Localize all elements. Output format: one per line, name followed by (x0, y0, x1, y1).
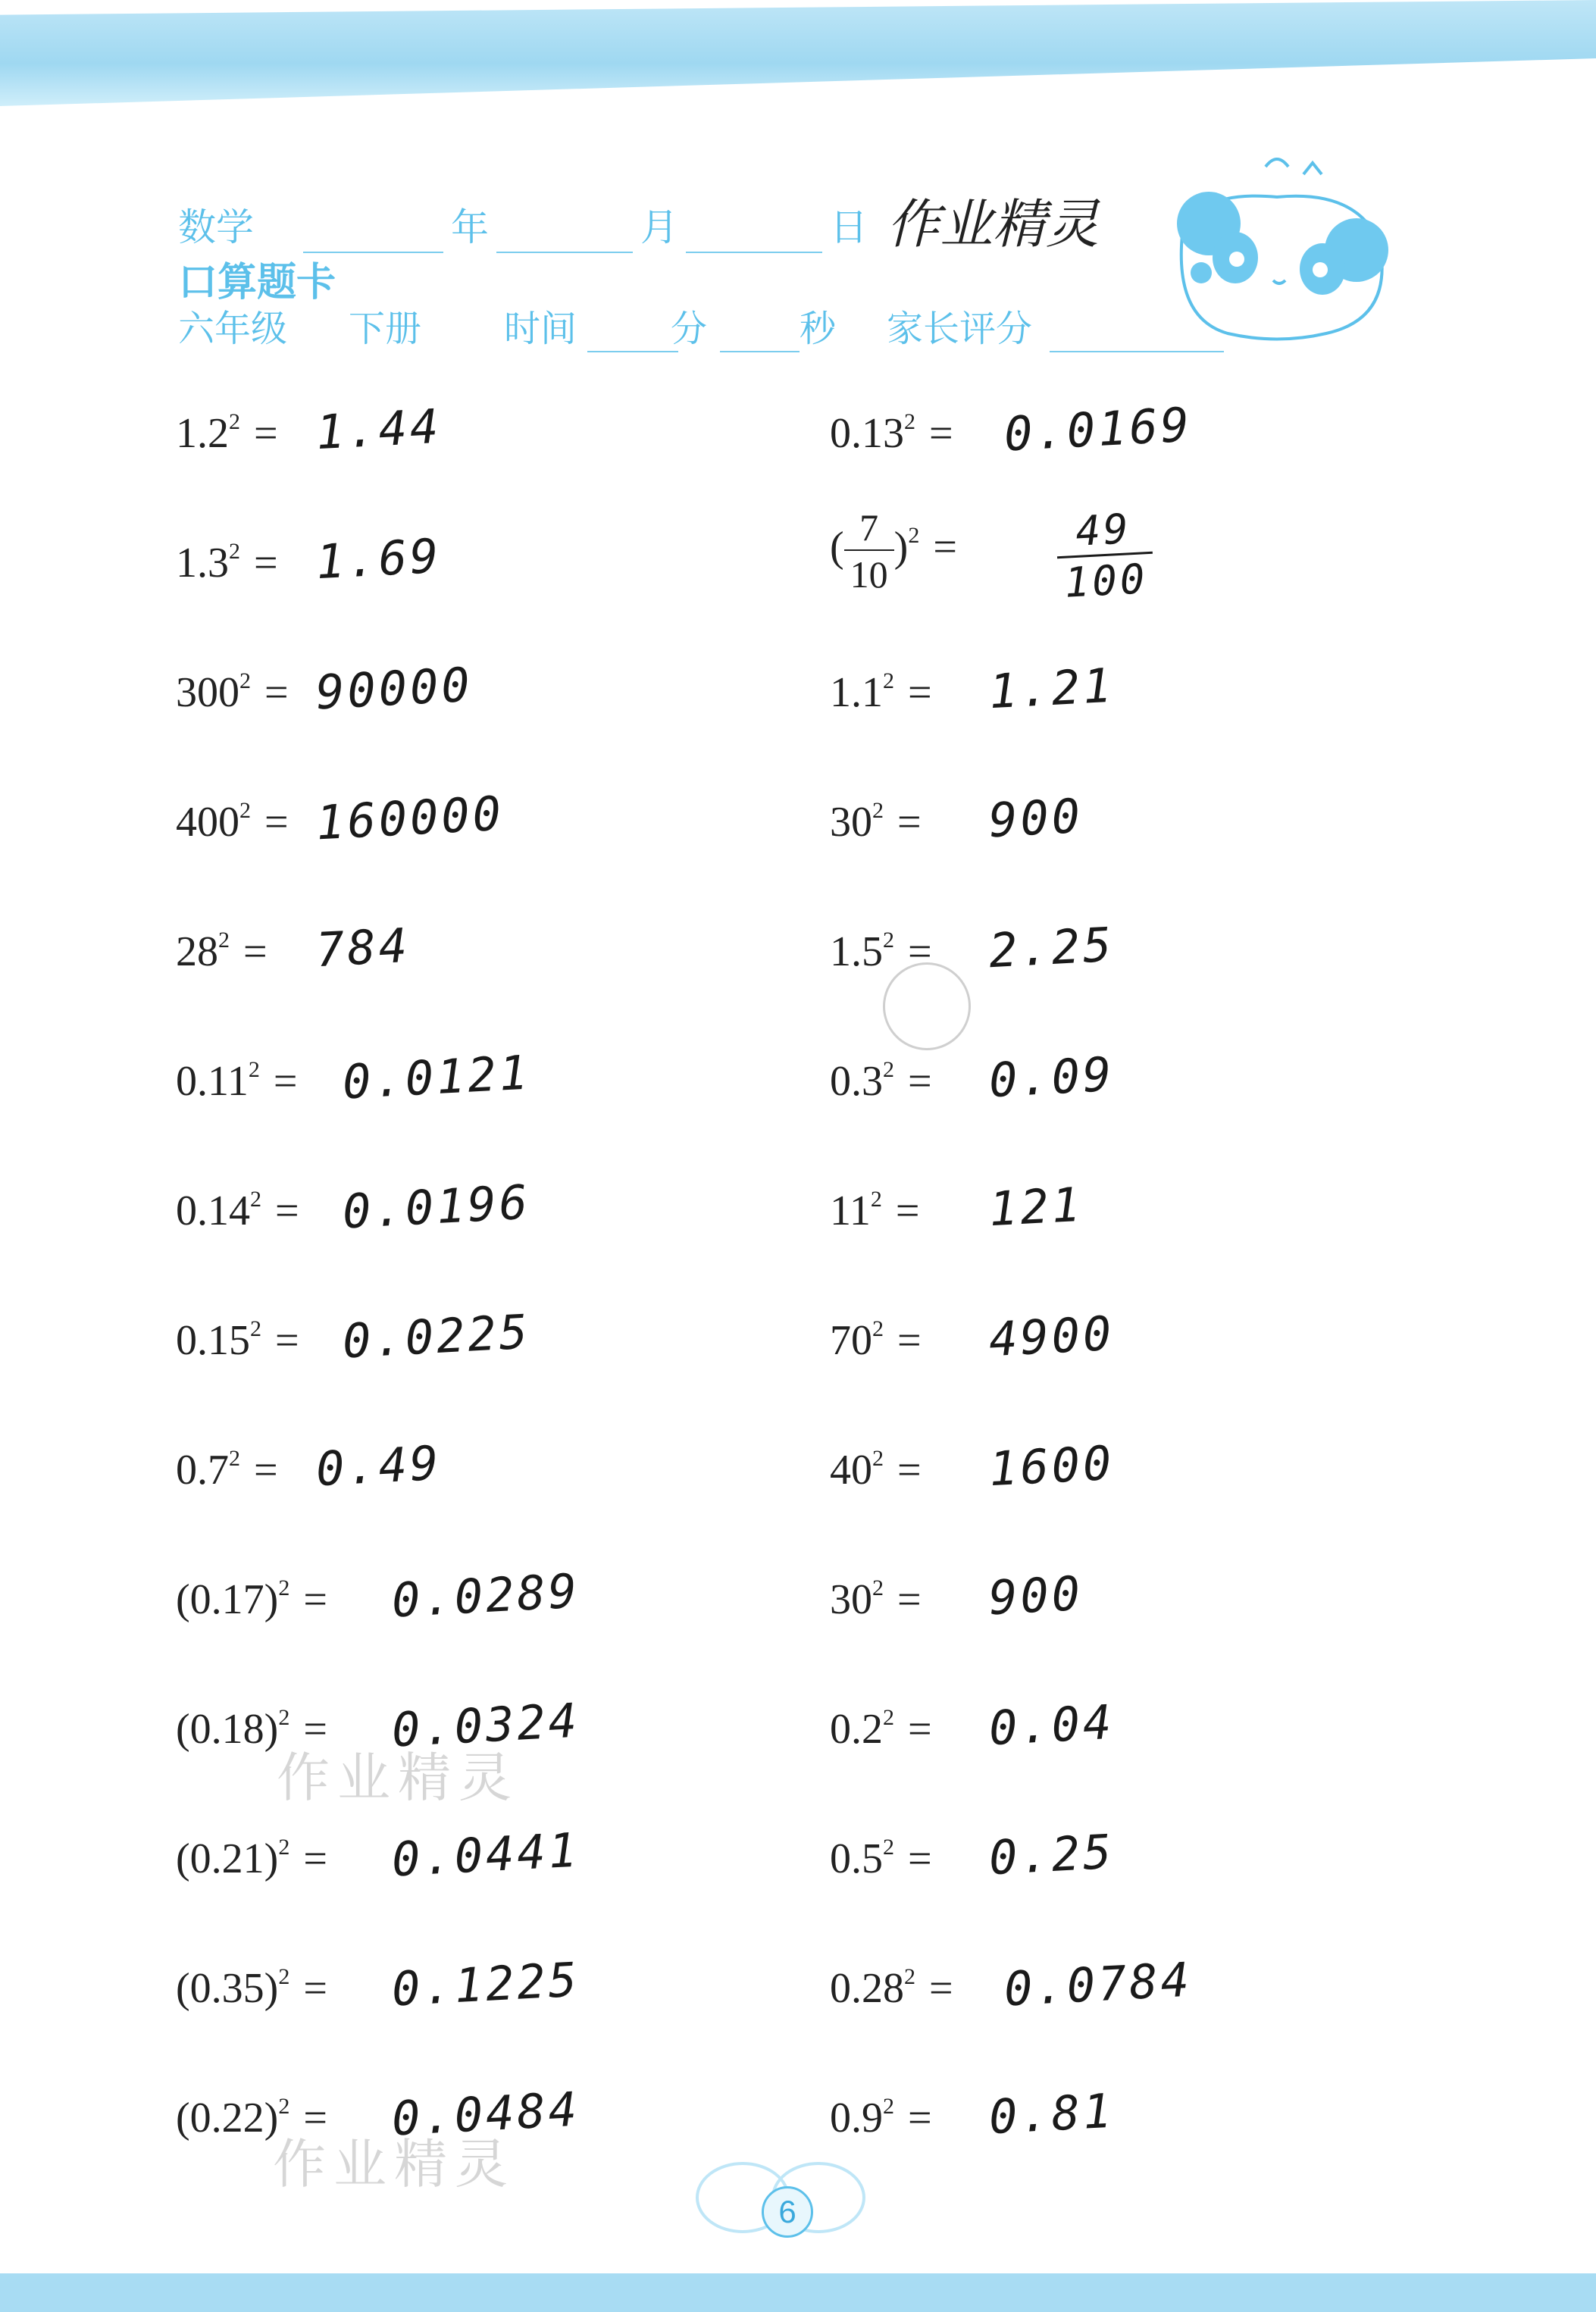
exponent: 2 (872, 1316, 884, 1341)
problem-base: 400 (176, 799, 239, 846)
problem-expression (830, 1835, 932, 1883)
answer-denominator: 100 (1057, 552, 1155, 604)
handwritten-answer: 0.1225 (390, 1951, 581, 2017)
handwritten-answer: 0.0169 (1003, 396, 1194, 462)
problem-expression (176, 1835, 327, 1883)
exponent: 2 (883, 2094, 894, 2119)
equals-sign: = (895, 1187, 920, 1234)
problem-row (830, 1694, 1512, 1788)
handwritten-answer: 900 (987, 787, 1084, 849)
handwritten-answer: 0.81 (987, 2082, 1116, 2145)
problem-expression (830, 2094, 932, 2142)
equals-sign: = (908, 1835, 932, 1882)
minute-blank (720, 351, 800, 352)
close-paren: ) (264, 1965, 279, 2012)
equals-sign: = (264, 799, 289, 846)
handwritten-fraction-answer (1055, 505, 1155, 607)
problem-row (830, 1565, 1512, 1659)
problem-base: 30 (830, 1576, 872, 1623)
equals-sign: = (908, 2095, 932, 2141)
problem-expression (176, 928, 268, 976)
exponent: 2 (229, 539, 240, 564)
handwritten-answer: 1600 (987, 1434, 1116, 1497)
problem-base: 11 (830, 1187, 871, 1234)
exponent: 2 (872, 798, 884, 823)
problem-row (176, 1951, 797, 2048)
problem-base: 0.5 (830, 1835, 883, 1882)
equals-sign: = (897, 1447, 922, 1494)
page-number: 6 (762, 2186, 813, 2238)
handwritten-answer: 0.04 (987, 1694, 1116, 1757)
problem-base: 1.1 (830, 669, 883, 716)
equals-sign: = (929, 1965, 953, 2012)
exponent: 2 (278, 1705, 290, 1730)
equals-sign: = (303, 2095, 327, 2141)
problem-base: 1.5 (830, 928, 883, 975)
close-paren: ) (264, 1706, 279, 1753)
handwritten-answer: 0.0225 (341, 1303, 532, 1369)
problem-expression (176, 1575, 327, 1624)
open-paren: ( (176, 1576, 190, 1623)
equals-sign: = (275, 1317, 299, 1364)
problem-base: 300 (176, 669, 239, 716)
handwritten-answer: 0.0196 (341, 1174, 532, 1240)
exponent: 2 (248, 1057, 260, 1082)
problem-expression (830, 668, 932, 717)
time-blank (587, 351, 678, 352)
equals-sign: = (908, 1058, 932, 1105)
equals-sign: = (264, 669, 289, 716)
problem-base: 28 (176, 928, 218, 975)
problem-row (176, 1044, 797, 1140)
problem-expression (176, 1187, 299, 1235)
problem-base: 0.21 (189, 1835, 264, 1882)
equals-sign: = (908, 928, 932, 975)
grade-label: 六年级 (178, 308, 288, 350)
exponent: 2 (250, 1316, 261, 1341)
handwritten-signature: 作业精灵 (887, 193, 1099, 255)
problem-row (830, 657, 1512, 752)
problem-base: 0.35 (189, 1965, 264, 2012)
handwritten-answer: 784 (315, 917, 412, 978)
exponent: 2 (872, 1575, 884, 1600)
problem-row (830, 1176, 1512, 1270)
exponent: 2 (278, 2094, 290, 2119)
exponent: 2 (883, 668, 894, 693)
problem-expression (830, 1575, 922, 1624)
problem-row (830, 1434, 1512, 1529)
exponent: 2 (218, 928, 230, 953)
problem-expression (830, 506, 957, 596)
fraction (844, 506, 894, 596)
problem-expression (830, 1446, 922, 1494)
watermark-text: 作业精灵 (277, 1747, 519, 1809)
handwritten-answer: 900 (987, 1565, 1084, 1626)
problem-row (830, 787, 1512, 881)
handwritten-answer: 0.0289 (390, 1563, 581, 1628)
handwritten-answer: 121 (987, 1176, 1084, 1237)
problem-expression (176, 539, 278, 587)
equals-sign: = (908, 1706, 932, 1753)
problem-base: 0.13 (830, 410, 904, 457)
problem-row (830, 2082, 1512, 2177)
problem-base: 0.11 (176, 1058, 249, 1105)
top-decorative-band (0, 0, 1596, 106)
exponent: 2 (883, 1705, 894, 1730)
problem-base: 0.9 (830, 2095, 883, 2141)
equals-sign: = (897, 799, 922, 846)
close-paren: ) (264, 2095, 279, 2141)
problem-expression (830, 1964, 953, 2013)
problem-row (176, 527, 797, 622)
handwritten-answer: 160000 (315, 785, 505, 851)
equals-sign: = (254, 410, 278, 457)
exponent: 2 (870, 1187, 882, 1212)
fraction-denominator: 10 (844, 549, 894, 593)
exponent: 2 (883, 1057, 894, 1082)
equals-sign: = (303, 1965, 327, 2012)
problem-row (176, 656, 797, 752)
close-paren: ) (264, 1835, 279, 1882)
equals-sign: = (929, 410, 953, 457)
handwritten-answer: 1.69 (315, 527, 443, 590)
equals-sign: = (933, 523, 957, 571)
problem-expression (830, 798, 922, 846)
problem-row (176, 1822, 797, 1918)
panda-mascot-icon (1152, 144, 1402, 371)
problem-expression (830, 1705, 932, 1754)
close-paren: ) (893, 523, 909, 571)
handwritten-answer: 0.0441 (390, 1822, 581, 1888)
problem-base: 30 (830, 799, 872, 846)
date-row (178, 193, 1163, 255)
equals-sign: = (303, 1576, 327, 1623)
volume-label: 下册 (349, 308, 422, 350)
fraction-numerator: 7 (859, 506, 879, 549)
handwritten-answer: 0.0784 (1003, 1951, 1194, 2017)
worksheet-header (178, 182, 1239, 356)
handwritten-answer: 0.49 (315, 1434, 443, 1497)
handwritten-answer: 4900 (987, 1305, 1116, 1368)
problem-row (830, 1046, 1512, 1140)
problem-expression (830, 409, 953, 458)
problem-expression (176, 798, 289, 846)
exponent: 2 (904, 1964, 915, 1989)
open-paren: ( (176, 1706, 190, 1753)
open-paren: ( (176, 2095, 190, 2141)
problem-expression (176, 1057, 298, 1106)
handwritten-answer: 1.44 (315, 398, 443, 461)
exponent: 2 (883, 928, 894, 953)
exponent: 2 (908, 522, 920, 548)
problem-expression (176, 668, 289, 717)
problem-expression (176, 1446, 278, 1494)
equals-sign: = (243, 928, 268, 975)
exponent: 2 (250, 1187, 261, 1212)
problem-base: 0.15 (176, 1317, 250, 1364)
time-label: 时间 (504, 308, 577, 350)
second-label: 秒 (800, 308, 837, 350)
year-label: 年 (451, 205, 489, 249)
equals-sign: = (254, 540, 278, 587)
exponent: 2 (239, 798, 251, 823)
problem-row (176, 398, 797, 493)
problem-expression (830, 1187, 920, 1235)
equals-sign: = (897, 1576, 922, 1623)
close-paren: ) (264, 1576, 279, 1623)
equals-sign: = (303, 1706, 327, 1753)
problem-row (176, 1563, 797, 1659)
month-blank (496, 252, 633, 253)
open-paren: ( (830, 523, 844, 571)
handwritten-answer: 0.09 (987, 1046, 1116, 1109)
problem-row (830, 505, 1512, 615)
problem-base: 0.28 (830, 1965, 904, 2012)
problem-base: 0.2 (830, 1706, 883, 1753)
info-row (178, 299, 1239, 352)
handwritten-answer: 0.0121 (341, 1044, 532, 1110)
equals-sign: = (273, 1058, 298, 1105)
problem-expression (830, 1316, 922, 1365)
problem-base: 1.3 (176, 540, 229, 587)
exponent: 2 (229, 1446, 240, 1471)
equals-sign: = (275, 1187, 299, 1234)
page-number-ornament (690, 2145, 872, 2251)
exponent: 2 (239, 668, 251, 693)
problem-row (176, 1174, 797, 1270)
handwritten-answer: 0.0484 (390, 2081, 581, 2147)
answer-fraction (1055, 505, 1155, 607)
handwritten-answer: 1.21 (987, 657, 1116, 720)
day-label: 日 (830, 205, 868, 249)
problem-expression (176, 1316, 299, 1365)
open-paren: ( (176, 1965, 190, 2012)
watermark-text-2: 作业精灵 (273, 2133, 515, 2195)
equals-sign: = (908, 669, 932, 716)
problem-base: 0.18 (189, 1706, 264, 1753)
problem-row (176, 917, 797, 1011)
month-label: 月 (640, 205, 678, 249)
problem-base: 40 (830, 1447, 872, 1494)
problem-row (830, 396, 1512, 493)
problem-expression (830, 1057, 932, 1106)
parent-score-label: 家长评分 (887, 308, 1033, 350)
handwritten-answer: 0.0324 (390, 1692, 581, 1758)
open-paren: ( (176, 1835, 190, 1882)
handwritten-answer: 90000 (315, 656, 474, 721)
problem-row (176, 1434, 797, 1529)
exponent: 2 (278, 1575, 290, 1600)
exponent: 2 (229, 409, 240, 434)
problem-row (176, 785, 797, 881)
equals-sign: = (254, 1447, 278, 1494)
day-blank (686, 252, 822, 253)
problem-base: 70 (830, 1317, 872, 1364)
problem-base: 0.14 (176, 1187, 250, 1234)
answer-numerator: 49 (1074, 505, 1133, 555)
handwritten-answer: 0.25 (987, 1823, 1116, 1886)
equals-sign: = (303, 1835, 327, 1882)
handwritten-answer: 2.25 (987, 916, 1116, 979)
exponent: 2 (872, 1446, 884, 1471)
problem-row (176, 1303, 797, 1400)
problem-expression (176, 1964, 327, 2013)
problem-row (830, 1951, 1512, 2048)
problem-base: 0.7 (176, 1447, 229, 1494)
exponent: 2 (278, 1964, 290, 1989)
worksheet-title: 口算题卡 (178, 260, 336, 305)
exponent: 2 (883, 1835, 894, 1860)
problem-base: 0.22 (189, 2095, 264, 2141)
equals-sign: = (897, 1317, 922, 1364)
problem-base: 0.17 (189, 1576, 264, 1623)
problem-row (830, 1305, 1512, 1400)
subject-label: 数学 (178, 205, 254, 249)
problem-base: 0.3 (830, 1058, 883, 1105)
problem-row (830, 1823, 1512, 1918)
minute-label: 分 (671, 308, 708, 350)
exponent: 2 (904, 409, 915, 434)
problem-expression (176, 409, 278, 458)
bottom-decorative-band (0, 2273, 1596, 2312)
exponent: 2 (278, 1835, 290, 1860)
problem-base: 1.2 (176, 410, 229, 457)
